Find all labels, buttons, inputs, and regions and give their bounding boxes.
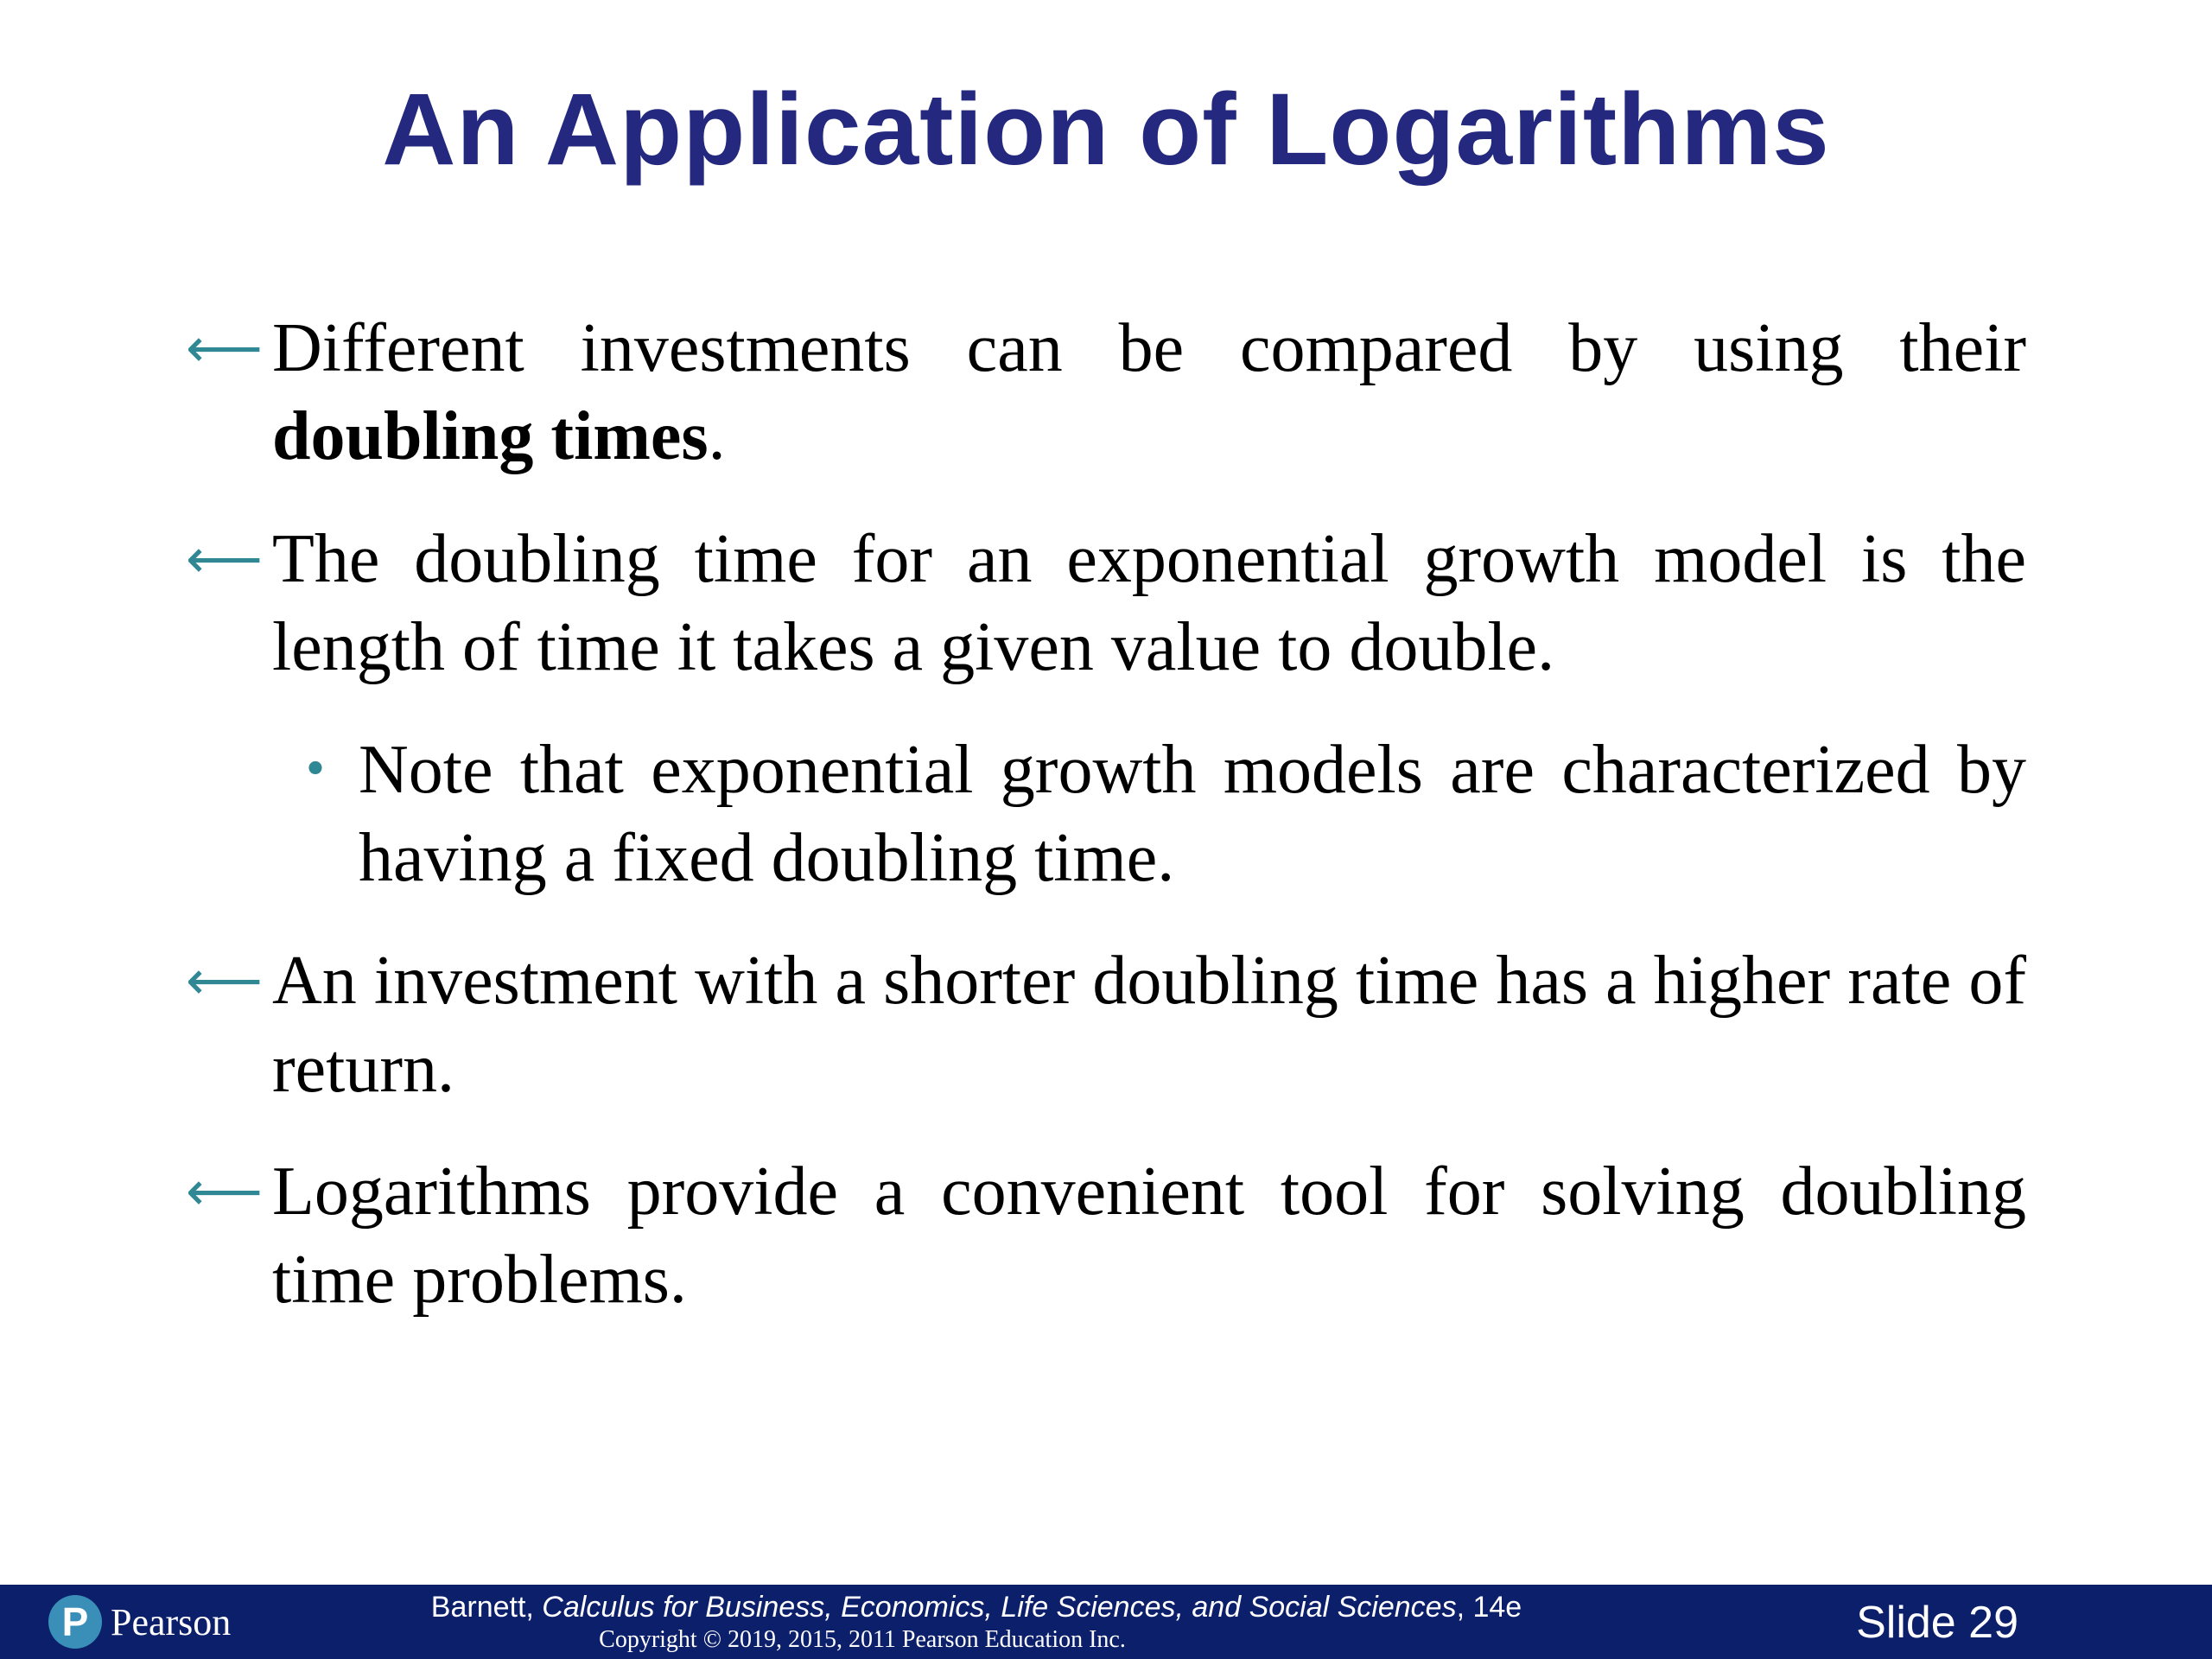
arrow-bullet-icon: ⟵ [186, 1160, 263, 1223]
bullet-item-logarithms-tool [186, 1147, 2026, 1324]
arrow-bullet-icon: ⟵ [186, 949, 263, 1012]
slide-title: An Application of Logarithms [382, 73, 1830, 187]
bullet-item-definition [186, 515, 2026, 691]
book-citation: Barnett, Calculus for Business, Economics, Life Sciences, and Social Sciences, 14e [430, 1591, 1522, 1624]
bullet-item-shorter-time [186, 937, 2026, 1113]
pearson-wordmark: Pearson [111, 1600, 232, 1643]
sub-bullet-item-note [283, 726, 2026, 902]
sub-bullet-text: Note that exponential growth models are characterized by having a fixed doubling time. [359, 732, 2026, 896]
bullet-item-doubling-times [186, 304, 2026, 480]
pearson-logo-icon: P [48, 1595, 102, 1649]
arrow-bullet-icon: ⟵ [186, 316, 263, 379]
slide-footer [0, 1585, 2212, 1659]
book-title: Calculus for Business, Economics, Life Sciences, and Social Sciences [542, 1591, 1457, 1624]
slide-number: Slide 29 [1856, 1598, 2018, 1648]
bullet-text: The doubling time for an exponential growth model is the length of time it takes a given value to double. [272, 521, 2026, 685]
bullet-text: Logarithms provide a convenient tool for solving doubling time problems. [272, 1154, 2026, 1318]
bullet-text: Different investments can be compared by using their doubling times. [272, 310, 2026, 474]
bullet-list [186, 304, 2026, 1358]
bold-term: doubling times [272, 398, 709, 474]
dot-bullet-icon: • [302, 744, 329, 796]
bullet-text: An investment with a shorter doubling time has a higher rate of return. [272, 943, 2026, 1107]
arrow-bullet-icon: ⟵ [186, 527, 263, 590]
copyright-notice: Copyright © 2019, 2015, 2011 Pearson Education Inc. [599, 1626, 1126, 1653]
